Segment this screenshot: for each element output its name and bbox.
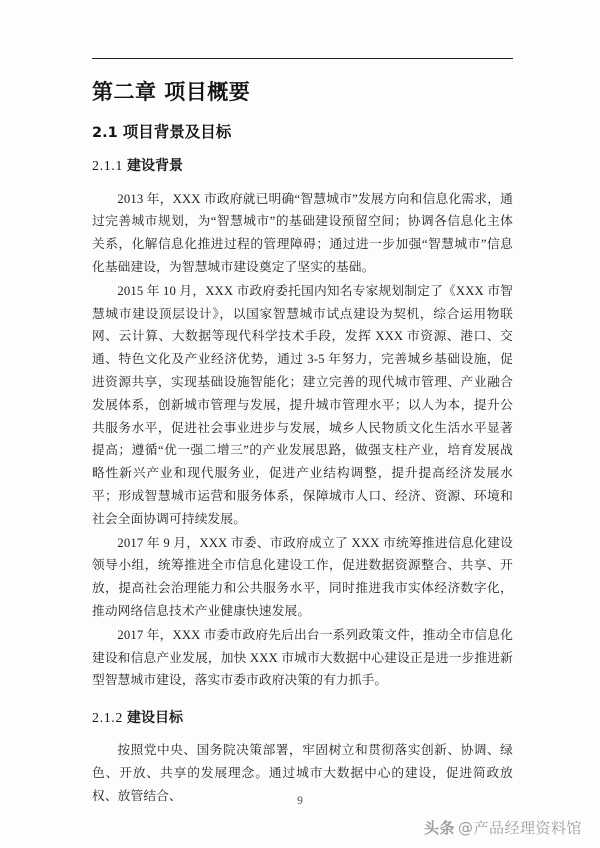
watermark-brand: 头条 (423, 819, 455, 837)
section-number-2-1: 2.1 (92, 125, 118, 142)
paragraph: 2017 年，XXX 市委市政府先后出台一系列政策文件，推动全市信息化建设和信息产业发展，加快 XXX 市城市大数据中心建设正是进一步推进新型智慧城市建设，落实市委市政府决策的有力抓手。 (92, 627, 513, 688)
section-number-2-1-1: 2.1.1 (92, 159, 123, 175)
section-heading-2-1 (92, 123, 513, 143)
section-heading-2-1-2 (92, 710, 513, 728)
paragraph: 2017 年 9 月，XXX 市委、市政府成立了 XXX 市统筹推进信息化建设领导小组，统筹推进全市信息化建设工作，促进数据资源整合、共享、开放，提高社会治理能力和公共服务水平，同时推进我市实体经济数字化，推动网络信息技术产业健康快速发展。 (92, 535, 513, 618)
watermark-account: @产品经理资料馆 (457, 819, 582, 837)
section-heading-2-1-1 (92, 158, 513, 176)
section-number-2-1-2: 2.1.2 (92, 711, 123, 727)
page-content (92, 58, 513, 809)
watermark (424, 817, 582, 838)
section-title-2-1-1: 建设背景 (127, 159, 183, 175)
paragraph: 2013 年，XXX 市政府就已明确“智慧城市”发展方向和信息化需求，通过完善城市规划，为“智慧城市”的基础建设预留空间；协调各信息化主体关系，化解信息化推进过程的管理障碍；通过进一步加强“智慧城市”信息化基础建设，为智慧城市建设奠定了坚实的基础。 (92, 191, 513, 274)
section-title-2-1: 项目背景及目标 (122, 124, 232, 142)
page-number: 9 (297, 795, 303, 807)
paragraph: 2015 年 10 月，XXX 市政府委托国内知名专家规划制定了《XXX 市智慧城市建设顶层设计》，以国家智慧城市试点建设为契机，综合运用物联网、云计算、大数据等现代科学技术手段，发挥 XXX 市资源、港口、交通、特色文化及产业经济优势，通过 3-5 年努力，完善城乡基础设施，促进资源共享，实现基础设施智能化；建立完善的现代城市管理、产业融合发展体系，创新城市管理与发展，提升城市管理水平；以人为本，提升公共服务水平，促进社会事业进步与发展，城乡人民物质文化生活水平显著提高；遵循“优一强二增三”的产业发展思路，做强支柱产业，培育发展战略性新兴产业和现代服务业，促进产业结构调整，提升提高经济发展水平；形成智慧城市运营和服务体系，保障城市人口、经济、资源、环境和社会全面协调可持续发展。 (92, 283, 513, 526)
section-title-2-1-2: 建设目标 (127, 711, 183, 727)
page-title: 第二章 项目概要 (92, 79, 251, 104)
header-rule (92, 58, 513, 59)
paragraph: 按照党中央、国务院决策部署，牢固树立和贯彻落实创新、协调、绿色、开放、共享的发展理念。通过城市大数据中心的建设，促进简政放权、放管结合、 (92, 743, 513, 803)
